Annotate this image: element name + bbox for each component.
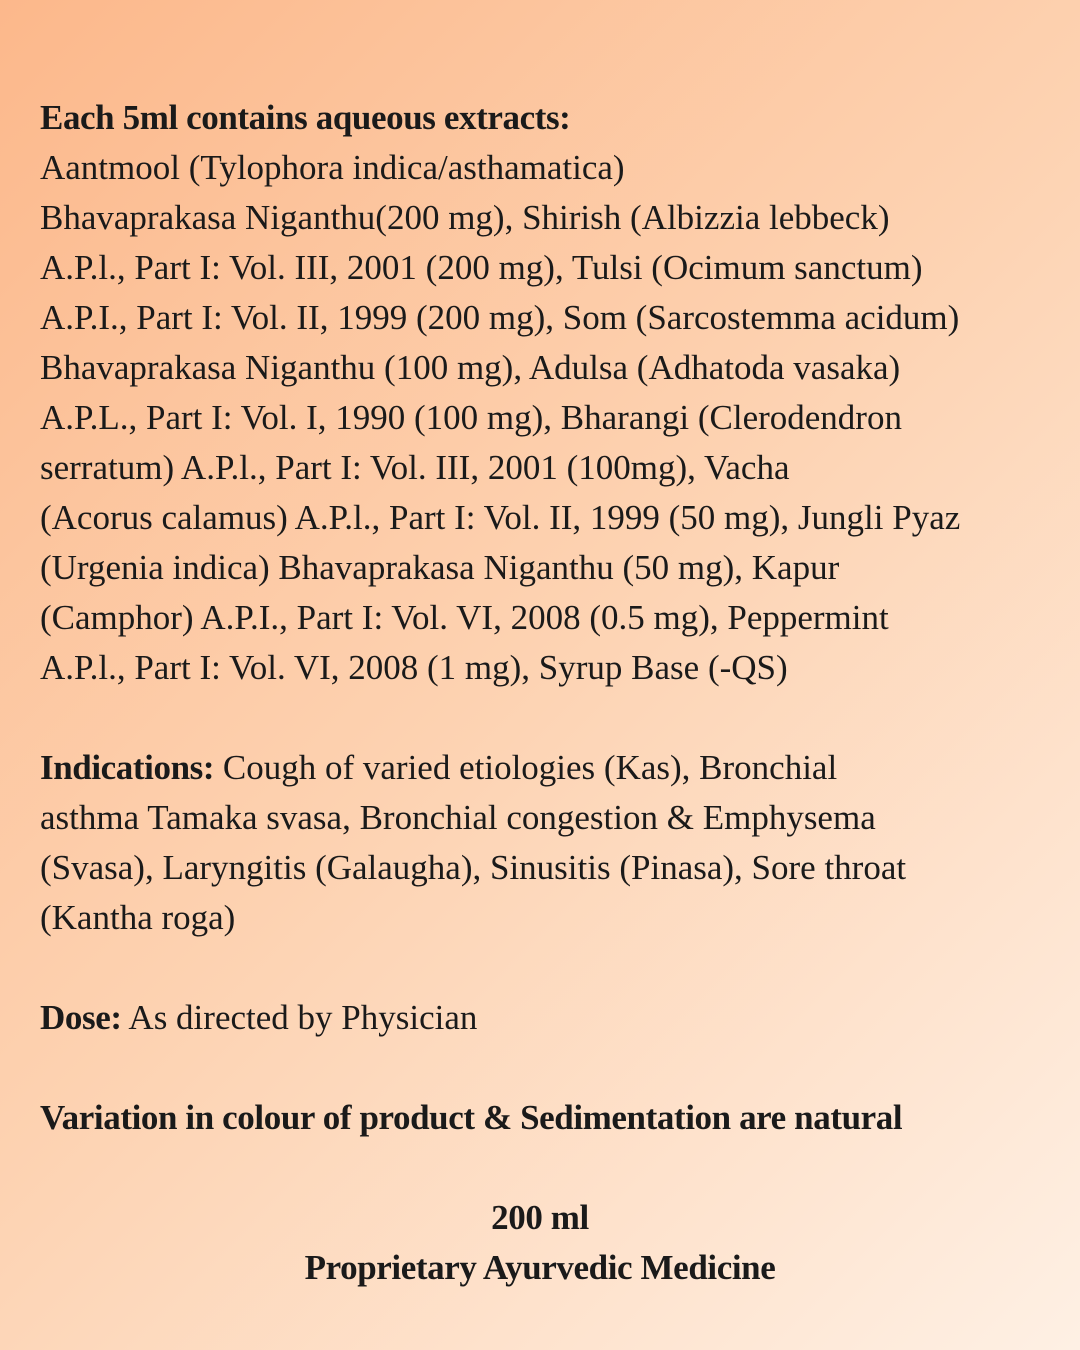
footer-section [40,1193,1040,1293]
indications-line: (Svasa), Laryngitis (Galaugha), Sinusitis (Pinasa), Sore throat [40,848,907,887]
ingredients-line: A.P.L., Part I: Vol. I, 1990 (100 mg), Bharangi (Clerodendron [40,398,902,437]
ingredients-line: (Acorus calamus) A.P.l., Part I: Vol. II, 1999 (50 mg), Jungli Pyaz [40,498,961,537]
ingredients-line: A.P.I., Part I: Vol. II, 1999 (200 mg), Som (Sarcostemma acidum) [40,298,960,337]
ingredients-line: serratum) A.P.l., Part I: Vol. III, 2001 (100mg), Vacha [40,448,790,487]
notice-section [40,1093,1040,1143]
indications-line: asthma Tamaka svasa, Bronchial congestion & Emphysema [40,798,876,837]
indications-text: Cough of varied etiologies (Kas), Bronchial [214,748,838,787]
indications-first-line [40,743,1040,793]
volume-text: 200 ml [491,1198,589,1237]
medicine-type-text: Proprietary Ayurvedic Medicine [304,1248,776,1287]
ingredients-heading: Each 5ml contains aqueous extracts: [40,98,571,137]
dose-section [40,993,1040,1043]
dose-text: As directed by Physician [121,998,478,1037]
indications-label: Indications: [40,748,215,787]
ingredients-line: A.P.l., Part I: Vol. III, 2001 (200 mg), Tulsi (Ocimum sanctum) [40,248,923,287]
ingredients-line: (Camphor) A.P.I., Part I: Vol. VI, 2008 (0.5 mg), Peppermint [40,598,889,637]
ingredients-line: A.P.l., Part I: Vol. VI, 2008 (1 mg), Syrup Base (-QS) [40,648,788,687]
indications-section [40,743,1040,943]
indications-line: (Kantha roga) [40,898,236,937]
dose-line [40,993,1040,1043]
variation-notice: Variation in colour of product & Sedimentation are natural [40,1098,903,1137]
ingredients-section [40,93,1040,693]
dose-label: Dose: [40,998,122,1037]
ingredients-line: Bhavaprakasa Niganthu(200 mg), Shirish (Albizzia lebbeck) [40,198,890,237]
ingredients-line: (Urgenia indica) Bhavaprakasa Niganthu (50 mg), Kapur [40,548,840,587]
ingredients-line: Bhavaprakasa Niganthu (100 mg), Adulsa (Adhatoda vasaka) [40,348,901,387]
ingredients-line: Aantmool (Tylophora indica/asthamatica) [40,148,625,187]
